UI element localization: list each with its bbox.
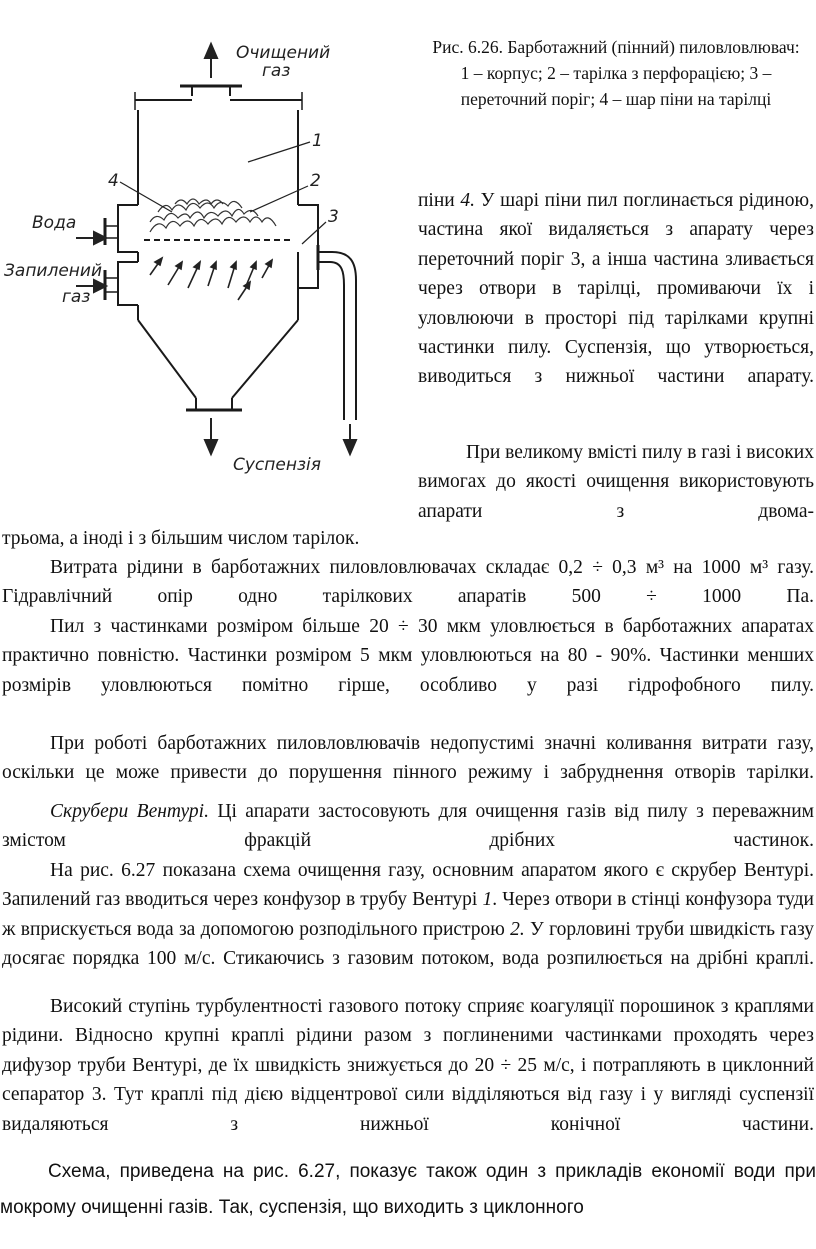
paragraph-venturi-intro xyxy=(2,797,814,856)
water-label: Вода xyxy=(32,213,77,233)
side-p1-lead: піни xyxy=(418,190,461,211)
p7-n1: 1 xyxy=(482,889,493,911)
paragraph-multi-plate-end: трьома, а іноді і з більшим числом тарілок. xyxy=(2,528,360,549)
suspension-label: Суспензія xyxy=(233,455,321,475)
venturi-intro-rest: Ці апарати застосовують для очищення газів від пилу з переважним змістом фракцій дрібних частинок. xyxy=(2,801,814,852)
part-number-2: 2 xyxy=(310,171,321,191)
part-number-3: 3 xyxy=(328,207,339,227)
dusty-gas-label-2: газ xyxy=(62,287,91,307)
p7-c: У горловині труби швидкість газу досягає порядка 100 м/с. Стикаючись з газовим потоком, вода розпилюється на дрібні краплі. xyxy=(2,918,814,970)
side-paragraph-multi-plate: При великому вмісті пилу в газі і високих вимогах до якості очищення використовують апарати з двома- xyxy=(418,442,814,522)
apparatus-diagram xyxy=(0,0,420,490)
caption-legend: 1 – корпус; 2 – тарілка з перфорацією; 3 – переточний поріг; 4 – шар піни на тарілці xyxy=(460,63,772,109)
gas-out-label-2: газ xyxy=(262,61,291,81)
figure-caption xyxy=(418,34,814,112)
paragraph-liquid-consumption: Витрата рідини в барботажних пиловловлювачах складає 0,2 ÷ 0,3 м³ на 1000 м³ газу. Гідравлічний опір одно тарілкових апаратів 500 ÷ 1000 Па. xyxy=(2,557,814,608)
caption-title: Рис. 6.26. Барботажний (пінний) пиловловлювач: xyxy=(432,37,800,57)
dusty-gas-label-1: Запилений xyxy=(4,261,103,281)
side-p1-num: 4. xyxy=(460,190,476,211)
venturi-title: Скрубери Вентурі. xyxy=(50,801,209,822)
paragraph-gas-flow: При роботі барботажних пиловловлювачів недопустимі значні коливання витрати газу, оскільки це може привести до порушення пінного режиму і забруднення отворів тарілки. xyxy=(2,733,814,784)
p7-b: . Через отвори в стінці конфузора туди ж вприскується вода за допомогою розподільного пристрою xyxy=(2,889,814,940)
part-number-1: 1 xyxy=(312,131,323,151)
paragraph-venturi-scheme xyxy=(2,856,814,974)
p7-n2: 2. xyxy=(510,918,525,940)
paragraph-particle-capture: Пил з частинками розміром більше 20 ÷ 30 мкм уловлюється в барботажних апаратах практично повністю. Частинки розміром 5 мкм уловлюються на 80 - 90%. Частинки менших розмірів уловлюються помітно гірше, особливо у разі гідрофобного пилу. xyxy=(2,616,814,696)
paragraph-turbulence: Високий ступінь турбулентності газового потоку сприяє коагуляції порошинок з краплями рідини. Відносно крупні краплі рідини разом з поглиненими частинками проходять через дифузор труби Вентурі, де їх швидкість знижується до 20 ÷ 25 м/с, і потрапляють в циклонний сепаратор 3. Тут краплі під дією відцентрової сили відділяються від газу і у вигляді суспензії видаляються з нижньої конічної частини. xyxy=(2,996,814,1135)
bubbling-dust-collector-figure xyxy=(0,0,420,490)
side-p1-rest: У шарі піни пил поглинається рідиною, частина якої видаляється з апарату через переточний поріг 3, а інша частина зливається через отвори в тарілці, промиваючи їх і уловлюючи в просторі під тарілками крупні частинки пилу. Суспензія, що утворюється, виводиться з нижньої частини апарату. xyxy=(418,190,814,388)
gas-out-label-1: Очищений xyxy=(236,43,331,63)
side-paragraph-foam xyxy=(418,186,814,392)
paragraph-water-economy: Схема, приведена на рис. 6.27, показує також один з прикладів економії води при мокрому очищенні газів. Так, суспензія, що виходить з циклонного xyxy=(0,1161,816,1218)
p7-a: На рис. 6.27 показана схема очищення газу, основним апаратом якого є скрубер Вентурі. Запилений газ вводиться через конфузор в трубу Вентурі xyxy=(2,860,814,911)
part-number-4: 4 xyxy=(108,171,119,191)
